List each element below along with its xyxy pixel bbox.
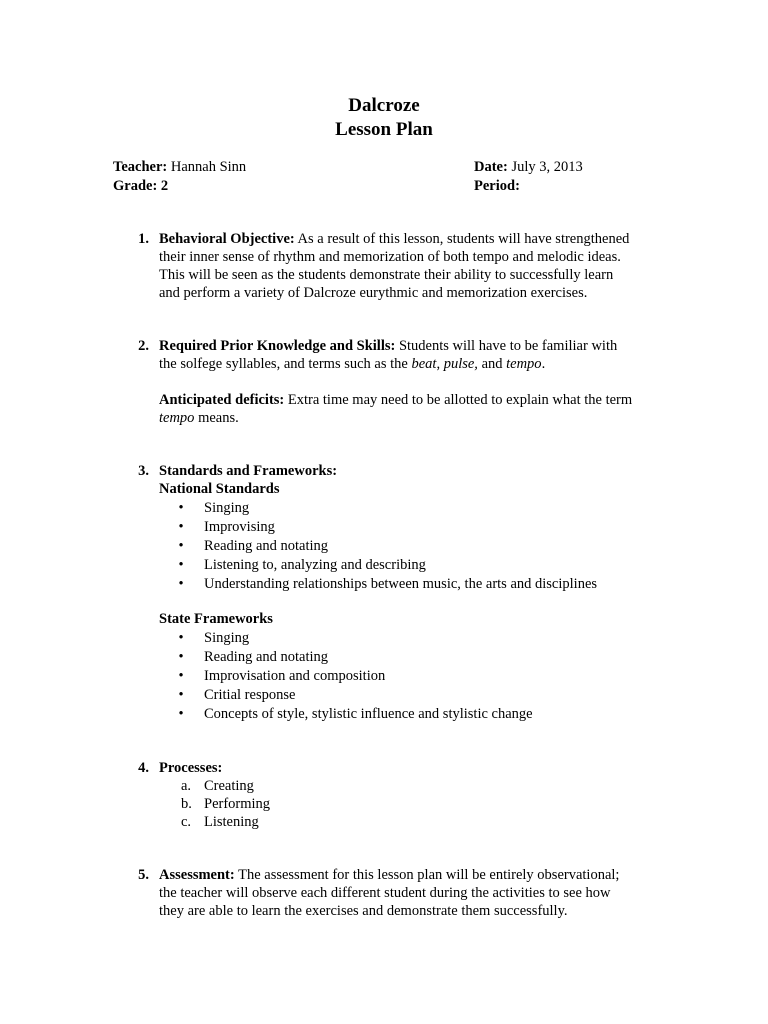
section-2-line-2: the solfege syllables, and terms such as the beat, pulse, and tempo.	[159, 356, 546, 372]
deficits-line-1: Anticipated deficits: Extra time may need to be allotted to explain what the term	[159, 392, 633, 408]
section-1-line-4: and perform a variety of Dalcroze eurythmic and memorization exercises.	[159, 285, 588, 301]
section-3-number: 3.	[138, 463, 149, 479]
date-label: Date:	[474, 159, 508, 175]
bullet: •	[178, 538, 184, 554]
section-1-line-3: This will be seen as the students demonstrate their ability to successfully learn	[159, 267, 614, 283]
section-2-number: 2.	[138, 338, 149, 354]
document-subtitle: Lesson Plan	[335, 119, 433, 140]
grade-value: 2	[160, 178, 169, 194]
section-5-line-3: they are able to learn the exercises and demonstrate them successfully.	[159, 903, 568, 919]
process-letter: c.	[181, 814, 192, 830]
process-item: Performing	[204, 796, 271, 812]
deficits-line-2: tempo means.	[159, 410, 239, 426]
section-1-line-1: Behavioral Objective: As a result of this lesson, students will have strengthened	[159, 231, 630, 247]
bullet: •	[178, 630, 184, 646]
national-item: Listening to, analyzing and describing	[204, 557, 426, 573]
section-4-label: Processes:	[159, 760, 223, 776]
state-item: Reading and notating	[204, 649, 329, 665]
national-item: Understanding relationships between music, the arts and disciplines	[204, 576, 598, 592]
process-item: Listening	[204, 814, 259, 830]
bullet: •	[178, 557, 184, 573]
process-item: Creating	[204, 778, 254, 794]
grade-line	[113, 177, 168, 196]
bullet: •	[178, 706, 184, 722]
state-item: Improvisation and composition	[204, 668, 386, 684]
section-5-line-1: Assessment: The assessment for this lesson plan will be entirely observational;	[159, 867, 620, 883]
section-5-label: Assessment:	[159, 867, 235, 883]
teacher-line	[113, 158, 246, 177]
grade-label: Grade:	[113, 178, 158, 194]
section-2-label: Required Prior Knowledge and Skills:	[159, 338, 396, 354]
bullet: •	[178, 649, 184, 665]
term-tempo-2: tempo	[159, 410, 195, 426]
document-title: Dalcroze	[348, 95, 420, 116]
national-item: Improvising	[204, 519, 275, 535]
teacher-label: Teacher:	[113, 159, 168, 175]
date-value: July 3, 2013	[511, 159, 583, 175]
national-item: Singing	[204, 500, 250, 516]
section-1-label: Behavioral Objective:	[159, 231, 295, 247]
term-beat: beat	[411, 356, 437, 372]
state-frameworks-heading: State Frameworks	[159, 611, 273, 627]
bullet: •	[178, 576, 184, 592]
teacher-name: Hannah Sinn	[170, 159, 247, 175]
section-5-number: 5.	[138, 867, 149, 883]
term-tempo: tempo	[506, 356, 542, 372]
process-letter: a.	[181, 778, 192, 794]
state-item: Critial response	[204, 687, 296, 703]
bullet: •	[178, 519, 184, 535]
section-4-number: 4.	[138, 760, 149, 776]
period-label: Period:	[474, 178, 520, 194]
date-line	[474, 158, 583, 177]
national-item: Reading and notating	[204, 538, 329, 554]
period-line	[474, 177, 520, 196]
deficits-label: Anticipated deficits:	[159, 392, 285, 408]
state-item: Concepts of style, stylistic influence and stylistic change	[204, 706, 533, 722]
section-2-line-1: Required Prior Knowledge and Skills: Students will have to be familiar with	[159, 338, 618, 354]
bullet: •	[178, 687, 184, 703]
section-5-line-2: the teacher will observe each different student during the activities to see how	[159, 885, 611, 901]
national-standards-heading: National Standards	[159, 481, 280, 497]
bullet: •	[178, 500, 184, 516]
section-1-number: 1.	[138, 231, 149, 247]
section-1-line-2: their inner sense of rhythm and memorization of both tempo and melodic ideas.	[159, 249, 621, 265]
bullet: •	[178, 668, 184, 684]
section-3-label: Standards and Frameworks:	[159, 463, 338, 479]
process-letter: b.	[181, 796, 192, 812]
term-pulse: pulse,	[443, 356, 478, 372]
state-item: Singing	[204, 630, 250, 646]
